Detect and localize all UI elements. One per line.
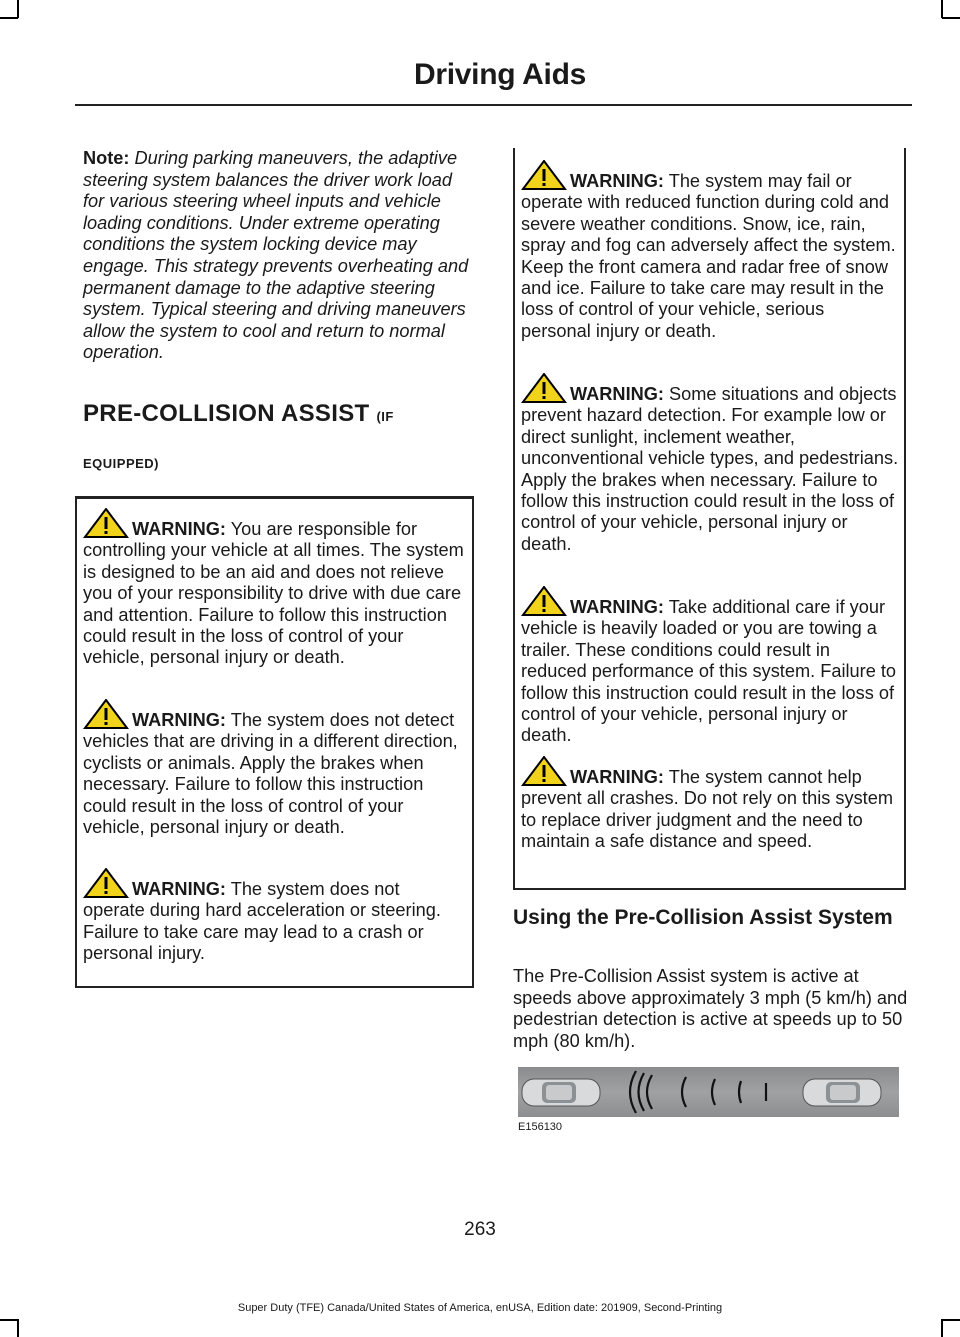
warning-item [83,508,465,669]
warning-text: You are responsible for controlling your vehicle at all times. The system is designed to be an aid and does not relieve you of your responsibility to drive with due care and attention. Failure to follow this instruction could result in the loss of control of your vehicle, personal injury or death. [83,519,464,668]
crop-mark [17,1319,19,1337]
warning-triangle-icon [521,373,567,403]
radar-waves-icon [630,1071,766,1113]
warning-label: WARNING: [132,879,226,899]
figure-label: E156130 [518,1121,563,1133]
left-column [83,148,475,478]
warning-label: WARNING: [570,384,664,404]
note-text: During parking maneuvers, the adaptive steering system balances the driver work load for various steering wheel inputs and vehicle loading conditions. Under extreme operating conditions the system locking device may engage. This strategy prevents overheating and permanent damage to the adaptive steering system. Typical steering and driving maneuvers allow the system to cool and return to normal operation. [83,148,469,363]
warning-text: Some situations and objects prevent hazard detection. For example low or direct sunlight, inclement weather, unconventional vehicle types, and pedestrians. Apply the brakes when necessary. Failure to follow this instruction could result in the loss of control of your vehicle, personal injury or death. [521,384,899,554]
note-paragraph [83,148,475,364]
subsection-title: Using the Pre-Collision Assist System [513,906,893,929]
warning-item [521,586,899,747]
warning-triangle-icon [521,756,567,786]
section-title-suffix: (IF [376,408,394,424]
note-label: Note: [83,148,130,168]
crop-mark [942,1319,960,1321]
rear-car-icon [522,1079,600,1106]
warning-label: WARNING: [132,519,226,539]
crop-mark [0,17,18,19]
warning-triangle-icon [83,699,129,729]
pre-collision-illustration [518,1067,899,1117]
header-rule [75,104,912,106]
warning-label: WARNING: [570,767,664,787]
warning-item [521,756,899,853]
warning-item [521,160,899,342]
warning-text: The system does not operate during hard acceleration or steering. Failure to take care may lead to a crash or personal injury. [83,879,441,964]
front-car-icon [803,1079,881,1106]
warning-triangle-icon [83,868,129,898]
crop-mark [941,0,943,18]
crop-mark [17,0,19,18]
warning-item [83,699,465,838]
page-footer: Super Duty (TFE) Canada/United States of America, enUSA, Edition date: 201909, Second-Printing [237,1302,723,1314]
crop-mark [942,17,960,19]
warning-label: WARNING: [570,597,664,617]
section-title-text: PRE-COLLISION ASSIST [83,399,370,427]
section-title-suffix-2: EQUIPPED) [83,455,160,471]
warning-triangle-icon [83,508,129,538]
page-header-title: Driving Aids [414,58,586,91]
warning-label: WARNING: [570,171,664,191]
warning-label: WARNING: [132,710,226,730]
warning-item [521,373,899,555]
crop-mark [0,1319,18,1321]
section-title [83,400,475,478]
subsection-body: The Pre-Collision Assist system is active at speeds above approximately 3 mph (5 km/h) and pedestrian detection is active at speeds up to 50 mph (80 km/h). [513,966,908,1051]
warning-triangle-icon [521,160,567,190]
warning-text: Take additional care if your vehicle is heavily loaded or you are towing a trailer. These conditions could result in reduced performance of this system. Failure to follow this instruction could result in the loss of control of your vehicle, personal injury or death. [521,597,897,746]
crop-mark [941,1319,943,1337]
warning-triangle-icon [521,586,567,616]
warning-text: The system cannot help prevent all crashes. Do not rely on this system to replace driver judgment and the need to maintain a safe distance and speed. [521,767,893,852]
warning-item [83,868,465,965]
warning-text: The system does not detect vehicles that are driving in a different direction, cyclists or animals. Apply the brakes when necessary. Failure to follow this instruction could result in the loss of control of your vehicle, personal injury or death. [83,710,458,838]
page-number: 263 [464,1219,496,1240]
warning-text: The system may fail or operate with reduced function during cold and severe weather conditions. Snow, ice, rain, spray and fog can adversely affect the system. Keep the front camera and radar free of snow and ice. Failure to take care may result in the loss of control of your vehicle, serious personal injury or death. [521,171,896,341]
